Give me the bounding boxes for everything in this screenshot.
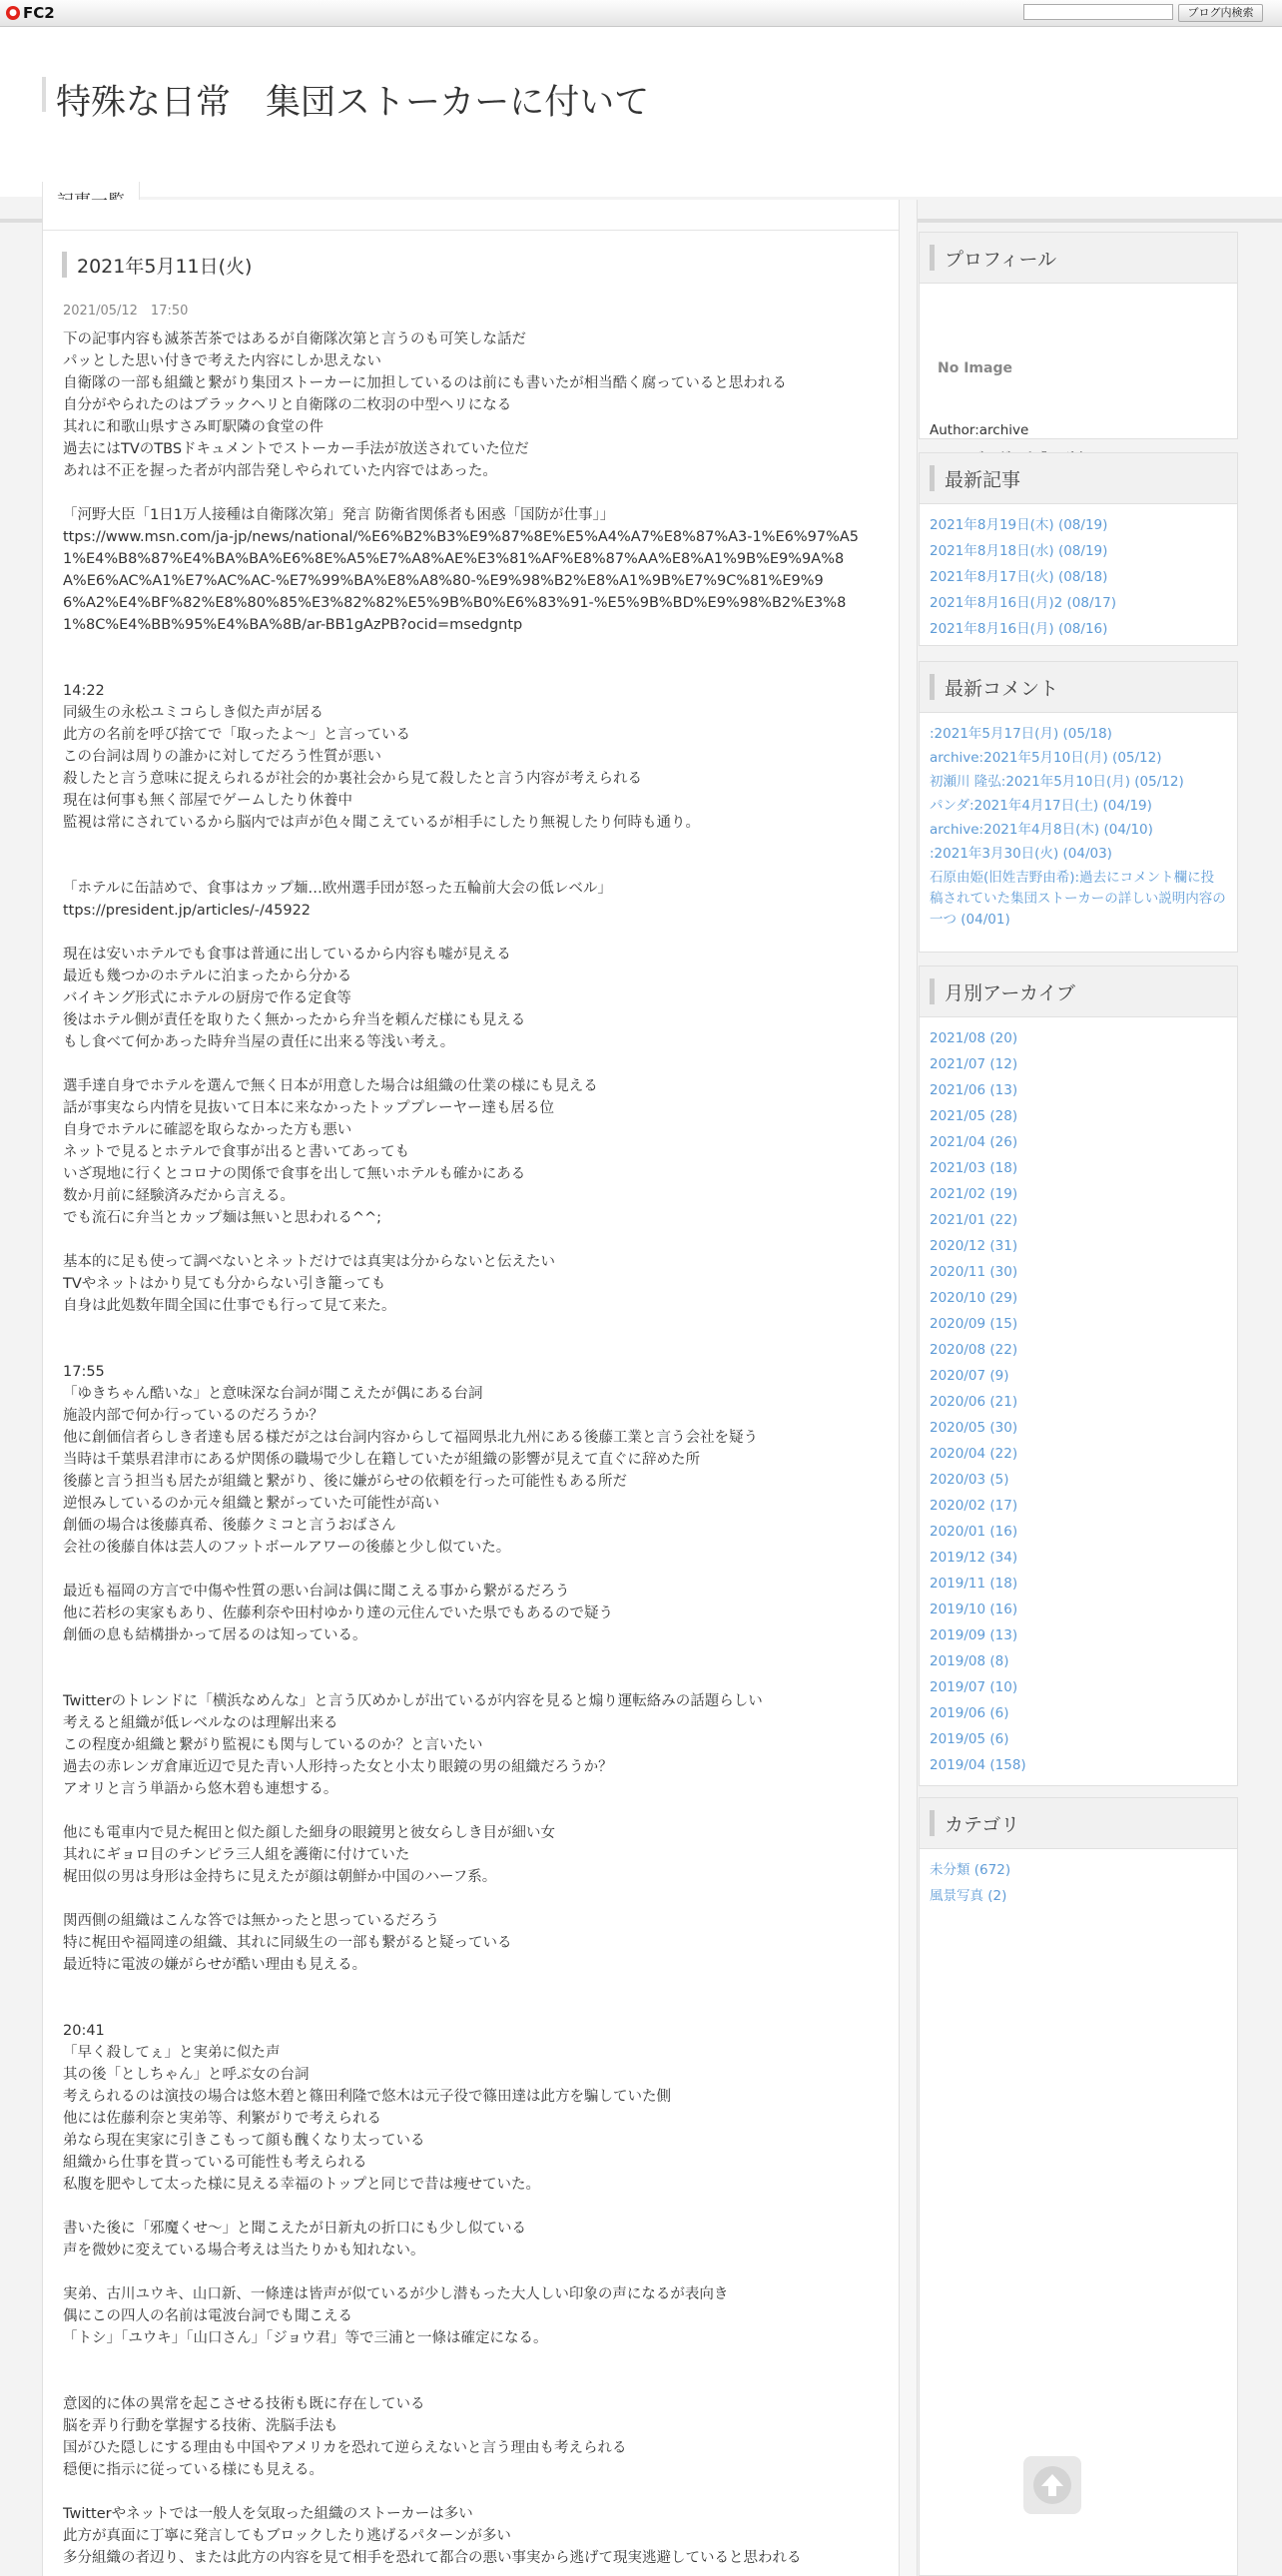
archive-link[interactable]: 2019/04 (158) (930, 1757, 1026, 1773)
recent-post-link[interactable]: 2021年8月19日(木) (08/19) (930, 517, 1108, 533)
archive-link[interactable]: 2019/06 (6) (930, 1705, 1009, 1721)
archive-link[interactable]: 2020/11 (30) (930, 1264, 1018, 1280)
entry-line: 過去の赤レンガ倉庫近辺で見た青い人形持った女と小太り眼鏡の男の組織だろうか？ (63, 1759, 613, 1775)
entry-line: 他に若杉の実家もあり、佐藤利奈や田村ゆかり達の元住んでいた県でもあるので疑う (63, 1606, 613, 1621)
entry-line: 梶田似の男は身形は金持ちに見えたが顔は朝鮮か中国のハーフ系。 (63, 1869, 497, 1885)
entry-line: 創価の息も結構掛かって居るのは知っている。 (63, 1627, 367, 1643)
entry-line (63, 834, 892, 856)
entry-line: 声を微妙に変えている場合考えは当たりかも知れない。 (63, 2243, 425, 2258)
entry-line: 1%8C%E4%BB%95%E4%BA%8B/ar-BB1gAzPB?ocid=msedgntp (63, 617, 523, 633)
entry-line: 国がひた隠しにする理由も中国やアメリカを恐れて逆らえないと言う理由も考えられる (63, 2440, 627, 2456)
entry-line: いざ現地に行くとコロナの関係で食事を出して無いホテルも確かにある (63, 1166, 526, 1182)
entry-line (63, 856, 892, 878)
recent-comment-link[interactable]: 石原由姫(旧姓吉野由希):過去にコメント欄に投稿されていた集団ストーカーの詳しい説明内容の一つ (04/01) (930, 870, 1226, 928)
fc2-toolbar (0, 0, 1282, 27)
recent-comment-link[interactable]: :2021年3月30日(火) (04/03) (930, 846, 1112, 862)
entry-line (63, 1559, 892, 1581)
entry-line: ネットで見るとホテルで食事が出ると書いてあっても (63, 1144, 410, 1160)
entry-line: 「トシ」「ユウキ」「山口さん」「ジョウ君」等で三浦と一條は確定になる。 (63, 2330, 548, 2346)
entry-line: 基本的に足も使って調べないとネットだけでは真実は分からないと伝えたい (63, 1254, 555, 1270)
entry-line: 後はホテル側が責任を取りたく無かったから弁当を頼んだ様にも見える (63, 1012, 526, 1028)
entry-line: 1%E4%B8%87%E4%BA%BA%E6%8E%A5%E7%A8%AE%E3%81%AF%E8%87%AA%E8%A1%9B%E9%9A%8 (63, 551, 845, 567)
fc2-logo[interactable] (6, 4, 55, 22)
entry-line: 監視は常にされているから脳内では声が色々聞こえているが相手にしたり無視したり何時も通り。 (63, 815, 700, 831)
entry-line (63, 636, 892, 658)
recent-post-link[interactable]: 2021年8月16日(月)2 (08/17) (930, 595, 1116, 611)
archive-link[interactable]: 2019/12 (34) (930, 1550, 1018, 1566)
recent-comments-header (920, 662, 1237, 713)
archive-link[interactable]: 2019/07 (10) (930, 1679, 1018, 1695)
archive-header (920, 966, 1237, 1017)
archive-link[interactable]: 2019/05 (6) (930, 1731, 1009, 1747)
entry-line: 逆恨みしているのか元々組織と繋がっていた可能性が高い (63, 1496, 439, 1512)
entry-line (63, 1053, 892, 1075)
entry-line: 最近も福岡の方言で中傷や性質の悪い台詞は偶に聞こえる事から繋がるだろう (63, 1584, 570, 1600)
entry-line: Twitterのトレンドに「横浜なめんな」と言う仄めかしが出ているが内容を見ると煽り運転絡みの話題らしい (63, 1693, 763, 1709)
entry-line: 殺したと言う意味に捉えられるが社会的か裏社会から見て殺したと言う内容が考えられる (63, 771, 642, 787)
entry-line: アオリと言う単語から悠木碧も連想する。 (63, 1781, 338, 1797)
archive-link[interactable]: 2019/09 (13) (930, 1627, 1018, 1643)
archive-link[interactable]: 2019/10 (16) (930, 1602, 1018, 1617)
recent-comment-link[interactable]: archive:2021年4月8日(木) (04/10) (930, 822, 1153, 838)
entry-line: 自衛隊の一部も組織と繋がり集団ストーカーに加担しているのは前にも書いたが相当酷く腐っていると思われる (63, 375, 787, 391)
entry-line: 「早く殺してぇ」と実弟に似た声 (63, 2045, 281, 2061)
entry-line: 6%A2%E4%BF%82%E8%80%85%E3%82%82%E5%9B%B0%E6%83%91-%E5%9B%BD%E9%98%B2%E3%8 (63, 595, 847, 611)
archive-link[interactable]: 2019/11 (18) (930, 1576, 1018, 1592)
entry-line: 其れにギョロ目のチンピラ三人組を護衛に付けていた (63, 1847, 410, 1863)
archive-link[interactable]: 2020/10 (29) (930, 1290, 1018, 1306)
entry-line (63, 482, 892, 504)
entry-line (63, 2349, 892, 2371)
entry-line: 多分組織の者辺り、または此方の内容を見て相手を恐れて都合の悪い事実から逃げて現実逃避していると思われる (63, 2550, 802, 2566)
recent-post-link[interactable]: 2021年8月18日(水) (08/19) (930, 543, 1108, 559)
entry-line: 他にも電車内で見た梶田と似た顔した細身の眼鏡男と彼女らしき目が細い女 (63, 1825, 555, 1841)
archive-link[interactable]: 2019/08 (8) (930, 1653, 1009, 1669)
entry-line: 「ホテルに缶詰めで、食事はカップ麺…欧州選手団が怒った五輪前大会の低レベル」 (63, 881, 612, 897)
entry-line: 当時は千葉県君津市にある炉関係の職場で少し在籍していたが組織の影響が見えて直ぐに辞めた所 (63, 1452, 700, 1468)
entry-line: 其れに和歌山県すさみ町駅隣の食堂の件 (63, 419, 323, 435)
archive-link[interactable]: 2020/12 (31) (930, 1238, 1018, 1254)
archive-link[interactable]: 2021/07 (12) (930, 1056, 1018, 1072)
fc2-logo-text: FC2 (23, 4, 55, 22)
entry-line: 選手達自身でホテルを選んで無く日本が用意した場合は組織の仕業の様にも見える (63, 1078, 598, 1094)
entry-line: 現在は何事も無く部屋でゲームしたり休養中 (63, 793, 352, 809)
entry-line: 考えると組織が低レベルなのは理解出来る (63, 1715, 338, 1731)
recent-comments-title: 最新コメント (945, 678, 1059, 700)
entry-line: 最近も幾つかのホテルに泊まったから分かる (63, 968, 352, 984)
archive-link[interactable]: 2021/04 (26) (930, 1134, 1018, 1150)
entry-line (63, 1646, 892, 1668)
recent-comment-link[interactable]: 初瀬川 隆弘:2021年5月10日(月) (05/12) (930, 774, 1184, 790)
entry-line: もし食べて何かあった時弁当屋の責任に出来る等浅い考え。 (63, 1034, 455, 1050)
entry-line: 過去にはTVのTBSドキュメントでストーカー手法が放送されていた位だ (63, 441, 529, 457)
entry-line: 其の後「としちゃん」と呼ぶ女の台詞 (63, 2067, 310, 2083)
entry-line: 17:55 (63, 1364, 105, 1380)
archive-link[interactable]: 2021/01 (22) (930, 1212, 1018, 1228)
entry-line (63, 658, 892, 680)
archive-link[interactable]: 2021/06 (13) (930, 1082, 1018, 1098)
archive-link[interactable]: 2020/03 (5) (930, 1472, 1009, 1488)
entry-line: 他に創価信者らしき者達も居る様だが之は台詞内容からして福岡県北九州にある後藤工業と言う会社を疑う (63, 1430, 758, 1446)
archive-accent (930, 978, 935, 1004)
entry-line: 後藤と言う担当も居たが組織と繋がり、後に嫌がらせの依頼を行った可能性もある所だ (63, 1474, 628, 1490)
entry-line (63, 1317, 892, 1339)
archive-link[interactable]: 2021/08 (20) (930, 1030, 1018, 1046)
recent-posts-list (920, 504, 1237, 642)
entry-line: 20:41 (63, 2023, 105, 2039)
archive-link[interactable]: 2020/05 (30) (930, 1420, 1018, 1436)
archive-link[interactable]: 2021/05 (28) (930, 1108, 1018, 1124)
recent-comments-accent (930, 674, 935, 700)
entry-line (63, 2196, 892, 2218)
profile-no-image: No Image (938, 360, 1012, 376)
entry-line: A%E6%AC%A1%E7%AC%AC-%E7%99%BA%E8%A8%80-%E9%98%B2%E8%A1%9B%E7%9C%81%E9%9 (63, 573, 824, 589)
recent-posts-header (920, 453, 1237, 504)
scroll-top-button[interactable] (1023, 2456, 1081, 2514)
category-link[interactable]: 風景写真 (2) (930, 1888, 1007, 1904)
entry-line: 最近特に電波の嫌がらせが酷い理由も見える。 (63, 1957, 367, 1973)
entry-title-accent (62, 252, 67, 278)
entry-line: 特に梶田や福岡達の組織、其れに同級生の一部も繋がると疑っている (63, 1935, 512, 1951)
category-header (920, 1798, 1237, 1849)
entry-line: 自分がやられたのはブラックヘリと自衛隊の二枚羽の中型ヘリになる (63, 397, 512, 413)
entry-line: バイキング形式にホテルの厨房で作る定食等 (63, 990, 351, 1006)
category-accent (930, 1810, 935, 1836)
entry-line: 私腹を肥やして太った様に見える幸福のトップと同じで昔は痩せていた。 (63, 2177, 541, 2193)
recent-comments-widget (919, 661, 1238, 953)
archive-link[interactable]: 2021/02 (19) (930, 1186, 1018, 1202)
entry-line: 書いた後に「邪魔くせ～」と聞こえたが日新丸の折口にも少し似ている (63, 2221, 526, 2237)
blog-search-button[interactable]: ブログ内検索 (1178, 4, 1263, 22)
entry-line: 「河野大臣「1日1万人接種は自衛隊次第」発言 防衛省関係者も困惑「国防が仕事」」 (63, 507, 615, 523)
archive-link[interactable]: 2020/02 (17) (930, 1498, 1018, 1514)
entry-line: 偶にこの四人の名前は電波台詞でも聞こえる (63, 2308, 352, 2324)
recent-post-link[interactable]: 2021年8月17日(火) (08/18) (930, 569, 1108, 585)
entry-line: 自身は此処数年間全国に仕事でも行って見て来た。 (63, 1298, 396, 1314)
main-top-divider (43, 230, 899, 231)
entry-line (63, 1976, 892, 1998)
entry-line (63, 2371, 892, 2393)
arrow-up-icon (1032, 2465, 1072, 2505)
entry-line (63, 1888, 892, 1910)
entry-line: Twitterやネットでは一般人を気取った組織のストーカーは多い (63, 2506, 473, 2522)
archive-link[interactable]: 2020/01 (16) (930, 1524, 1018, 1540)
entry-line (63, 1800, 892, 1822)
entry-line (63, 1339, 892, 1361)
archive-link[interactable]: 2020/06 (21) (930, 1394, 1018, 1410)
entry-line (63, 1668, 892, 1690)
entry-line: 下の記事内容も滅茶苦茶ではあるが自衛隊次第と言うのも可笑しな話だ (63, 331, 526, 347)
entry-line: 施設内部で何か行っているのだろうか？ (63, 1408, 323, 1424)
entry-line: でも流石に弁当とカップ麺は無いと思われる^^; (63, 1210, 382, 1226)
entry-line: この程度か組織と繋がり監視にも関与しているのか？と言いたい (63, 1737, 483, 1753)
blog-header (0, 27, 1282, 197)
column-gutter (900, 200, 918, 2576)
entry-line: パッとした思い付きで考えた内容にしか思えない (63, 353, 381, 369)
category-title: カテゴリ (945, 1814, 1020, 1836)
entry-line (63, 1998, 892, 2020)
archive-link[interactable]: 2020/08 (22) (930, 1342, 1018, 1358)
entry-line: 弟なら現在実家に引きこもって顔も醜くなり太っている (63, 2133, 425, 2149)
entry-line: 同級生の永松ユミコらしき似た声が居る (63, 705, 323, 721)
category-link[interactable]: 未分類 (672) (930, 1862, 1011, 1878)
entry-line (63, 1229, 892, 1251)
entry-line (63, 2481, 892, 2503)
recent-comment-link[interactable]: :2021年5月17日(月) (05/18) (930, 726, 1112, 742)
entry-line: 話が事実なら内情を見抜いて日本に来なかったトッププレーヤー達も居る位 (63, 1100, 554, 1116)
archive-link[interactable]: 2020/07 (9) (930, 1368, 1009, 1384)
title-accent-bar (42, 77, 46, 112)
entry-line: この台詞は周りの誰かに対してだろう性質が悪い (63, 749, 381, 765)
entry-line (63, 2261, 892, 2283)
entry-line: 考えられるのは演技の場合は悠木碧と篠田利隆で悠木は元子役で篠田達は此方を騙していた側 (63, 2089, 671, 2105)
profile-accent (930, 245, 935, 271)
archive-link[interactable]: 2020/04 (22) (930, 1446, 1018, 1462)
category-list (920, 1849, 1237, 1909)
recent-posts-accent (930, 465, 935, 491)
archive-widget (919, 966, 1238, 1786)
entry-line: 関西側の組織はこんな答では無かったと思っているだろう (63, 1913, 439, 1929)
entry-body (63, 328, 892, 2569)
profile-header (920, 233, 1237, 284)
entry-line: あれは不正を握った者が内部告発しやられていた内容ではあった。 (63, 463, 497, 479)
recent-posts-title: 最新記事 (945, 469, 1021, 491)
entry-line: ttps://president.jp/articles/-/45922 (63, 903, 312, 919)
entry-date: 2021/05/12 17:50 (63, 304, 189, 319)
entry-line: ttps://www.msn.com/ja-jp/news/national/%E6%B2%B3%E9%87%8E%E5%A4%A7%E8%87%A3-1%E6%97%A5 (63, 529, 860, 545)
entry-line: 意図的に体の異常を起こさせる技術も既に存在している (63, 2396, 425, 2412)
archive-list (920, 1017, 1237, 1778)
entry-line (63, 922, 892, 944)
entry-line: TVやネットはかり見ても分からない引き籠っても (63, 1276, 386, 1292)
recent-post-link[interactable]: 2021年8月16日(月) (08/16) (930, 621, 1108, 637)
entry-line: 実弟、古川ユウキ、山口新、一條達は皆声が似ているが少し潜もった大人しい印象の声になるが表向き (63, 2286, 729, 2302)
recent-comment-link[interactable]: archive:2021年5月10日(月) (05/12) (930, 750, 1162, 766)
profile-title: プロフィール (945, 249, 1057, 271)
entry-line: 自身でホテルに確認を取らなかった方も悪い (63, 1122, 352, 1138)
archive-link[interactable]: 2021/03 (18) (930, 1160, 1018, 1176)
entry-line: 現在は安いホテルでも食事は普通に出しているから内容も嘘が見える (63, 947, 511, 963)
entry-line: 此方が真面に丁寧に発言してもブロックしたり逃げるパターンが多い (63, 2528, 511, 2544)
entry-line: 会社の後藤自体は芸人のフットボールアワーの後藤と少し似ていた。 (63, 1540, 511, 1556)
entry-line: 数か月前に経験済みだから言える。 (63, 1188, 295, 1204)
blog-search-input[interactable] (1023, 4, 1173, 20)
archive-title: 月別アーカイブ (945, 982, 1075, 1004)
entry-header (62, 250, 881, 280)
entry-line: 穏便に指示に従っている様にも見える。 (63, 2462, 323, 2478)
entry-line: 此方の名前を呼び捨てで「取ったよ～」と言っている (63, 727, 410, 743)
profile-widget (919, 232, 1238, 439)
entry-line: 脳を弄り行動を掌握する技術、洗脳手法も (63, 2418, 338, 2434)
fc2-logo-icon: ● (6, 6, 20, 20)
entry-line: 他には佐藤利奈と実弟等、利繁がりで考えられる (63, 2111, 381, 2127)
entry-line: 創価の場合は後藤真希、後藤クミコと言うおばさん (63, 1518, 396, 1534)
profile-author: Author:archive (930, 422, 1029, 438)
recent-comment-link[interactable]: パンダ:2021年4月17日(土) (04/19) (930, 798, 1152, 814)
entry-line: 「ゆきちゃん酷いな」と意味深な台詞が聞こえたが偶にある台詞 (63, 1386, 483, 1402)
entry-line: 14:22 (63, 683, 105, 699)
entry-title[interactable]: 2021年5月11日(火) (77, 256, 253, 278)
recent-comments-list (920, 713, 1237, 931)
entry-line: 組織から仕事を貰っている可能性も考えられる (63, 2155, 367, 2171)
blog-title[interactable]: 特殊な日常 集団ストーカーに付いて (56, 83, 650, 123)
archive-link[interactable]: 2020/09 (15) (930, 1316, 1018, 1332)
recent-posts-widget (919, 452, 1238, 646)
